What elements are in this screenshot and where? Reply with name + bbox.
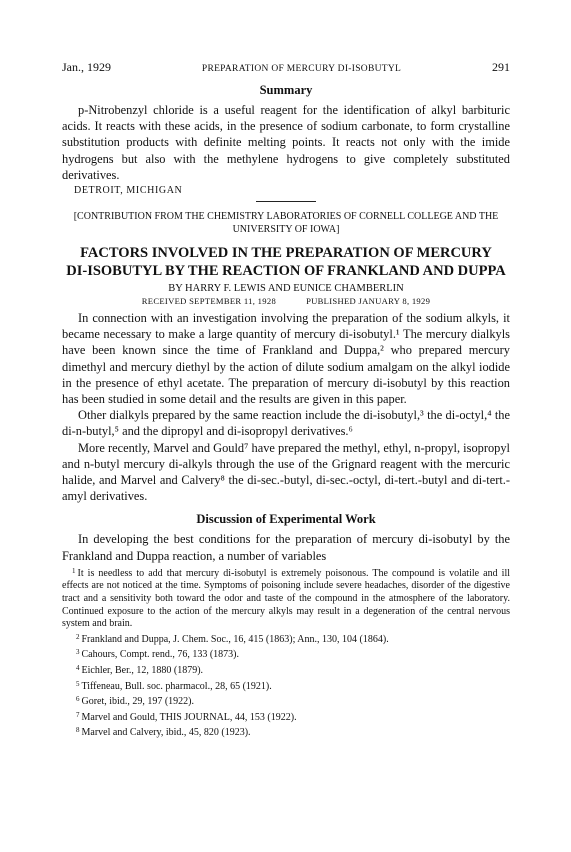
footnote-number: 5: [76, 679, 80, 688]
footnote-7: [62, 709, 510, 725]
summary-location: DETROIT, MICHIGAN: [74, 185, 183, 197]
body-paragraph-1: In connection with an investigation involving the preparation of the sodium alkyls, it became necessary to make a large quantity of mercury di-isobutyl.¹ The mercury dialkyls have been known since the time of Frankland and Duppa,² who prepared mercury dimethyl and mercury diethyl by the action of dilute sodium amalgam on the alkyl iodide in the presence of ethyl acetate. The preparation of mercury di-isobutyl by this reaction has been studied in some detail and the results are given in this paper.: [62, 311, 510, 407]
footnote-6: [62, 693, 510, 709]
article-title: [62, 244, 510, 280]
received-date: RECEIVED SEPTEMBER 11, 1928: [141, 296, 277, 307]
contribution-note: [62, 210, 510, 236]
footnote-text: It is needless to add that mercury di-isobutyl is extremely poisonous. The compound is volatile and ill effects are not noticed at the time. Symptoms of poisoning include severe headaches, disorder of the digestive tract and a sensitivity both toward the odor and taste of the compound in the atmosphere of the laboratory. Continued exposure to the action of the mercury alkyls may result in a degeneration of the central nervous system and brain.: [62, 567, 510, 630]
running-header: [62, 60, 510, 75]
contribution-line-1: [CONTRIBUTION FROM THE CHEMISTRY LABORATORIES OF CORNELL COLLEGE AND THE: [73, 211, 499, 223]
page-number: 291: [491, 60, 510, 74]
footnote-number: 6: [76, 695, 80, 704]
contribution-line-2: UNIVERSITY OF IOWA]: [232, 224, 340, 236]
footnote-number: 3: [76, 648, 80, 657]
running-title: PREPARATION OF MERCURY DI-ISOBUTYL: [201, 64, 402, 74]
title-line-1: FACTORS INVOLVED IN THE PREPARATION OF MERCURY: [80, 245, 492, 262]
footnote-text: Marvel and Calvery, ibid., 45, 820 (1923).: [81, 727, 251, 739]
footnote-number: 1: [72, 566, 76, 575]
footnotes: [62, 565, 510, 740]
footnote-number: 7: [76, 710, 80, 719]
summary-text: p-Nitrobenzyl chloride is a useful reagent for the identification of alkyl barbituric acids. It reacts with these acids, in the presence of sodium carbonate, to form crystalline substitution products with definite melting points. It reacts not only with the imide hydrogens but also with the methylene hydrogens to give completely substituted derivatives.: [62, 103, 510, 182]
byline: BY HARRY F. LEWIS AND EUNICE CHAMBERLIN: [168, 283, 404, 295]
footnote-8: [62, 724, 510, 740]
footnote-text: Marvel and Gould, THIS JOURNAL, 44, 153 (1922).: [81, 711, 297, 723]
footnote-4: [62, 662, 510, 678]
footnote-number: 4: [76, 664, 80, 673]
published-date: PUBLISHED JANUARY 8, 1929: [306, 296, 431, 307]
footnote-text: Frankland and Duppa, J. Chem. Soc., 16, 415 (1863); Ann., 130, 104 (1864).: [81, 633, 389, 645]
summary-heading: Summary: [259, 83, 313, 97]
footnote-3: [62, 646, 510, 662]
footnote-number: 8: [76, 726, 80, 735]
footnote-1: [62, 565, 510, 631]
discussion-heading: Discussion of Experimental Work: [196, 512, 376, 527]
title-line-2: DI-ISOBUTYL BY THE REACTION OF FRANKLAND AND DUPPA: [66, 263, 506, 280]
body-paragraph-2: Other dialkyls prepared by the same reaction include the di-isobutyl,³ the di-octyl,⁴ the di-n-butyl,⁵ and the dipropyl and di-isopropyl derivatives.⁶: [62, 408, 510, 439]
header-date: Jan., 1929: [62, 60, 111, 74]
footnote-text: Tiffeneau, Bull. soc. pharmacol., 28, 65 (1921).: [81, 680, 272, 692]
journal-page: [62, 60, 510, 740]
footnote-number: 2: [76, 632, 80, 641]
footnote-5: [62, 678, 510, 694]
footnote-text: Eichler, Ber., 12, 1880 (1879).: [81, 665, 204, 677]
body-paragraph-4: In developing the best conditions for the preparation of mercury di-isobutyl by the Frankland and Duppa reaction, a number of variables: [62, 532, 510, 563]
footnote-text: Goret, ibid., 29, 197 (1922).: [81, 696, 194, 708]
footnote-2: [62, 631, 510, 647]
article-dates: [62, 296, 510, 306]
footnote-text: Cahours, Compt. rend., 76, 133 (1873).: [81, 649, 239, 661]
body-paragraph-3: More recently, Marvel and Gould⁷ have prepared the methyl, ethyl, n-propyl, isopropyl and n-butyl mercury di-alkyls through the use of the Grignard reagent with the mercuric halide, and Marvel and Calvery⁸ the di-sec.-butyl, di-sec.-octyl, di-tert.-butyl and di-tert.-amyl derivatives.: [62, 440, 510, 504]
section-rule: [256, 201, 316, 202]
